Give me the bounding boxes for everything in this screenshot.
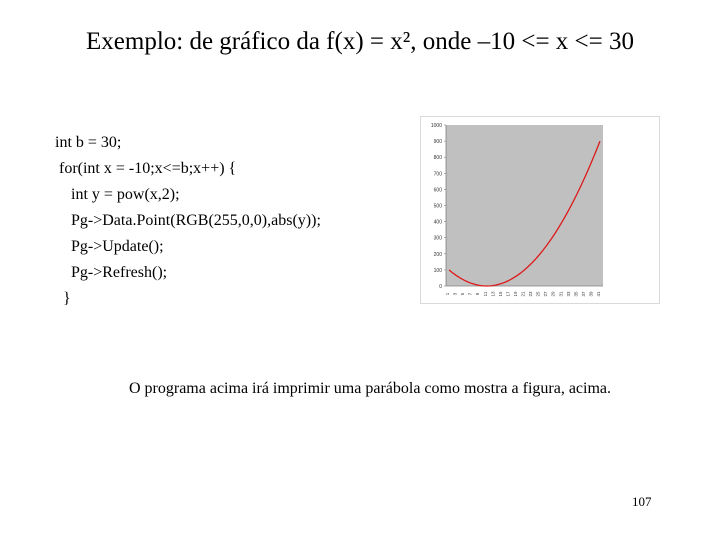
y-tick-label: 200 [433,251,442,258]
x-tick-label: 25 [535,291,541,297]
x-tick-label: 7 [467,292,473,296]
code-line: int b = 30; [55,134,122,151]
x-tick-label: 31 [558,291,564,297]
y-tick-label: 0 [439,284,442,290]
x-tick-label: 5 [460,292,466,296]
x-tick-label: 1 [445,292,450,296]
x-tick-label: 29 [550,291,556,297]
y-tick-label: 700 [433,171,442,178]
x-tick-label: 3 [452,292,458,296]
code-line: } [55,290,71,307]
parabola-chart [420,116,660,304]
x-tick-label: 35 [573,291,579,297]
code-line: Pg->Data.Point(RGB(255,0,0),abs(y)); [55,212,321,229]
code-line: for(int x = -10;x<=b;x++) { [55,160,237,177]
x-tick-label: 17 [505,291,511,297]
y-tick-label: 300 [433,235,442,242]
x-tick-label: 37 [580,291,586,297]
code-block [55,130,321,312]
x-tick-label: 11 [482,291,488,297]
x-tick-label: 15 [497,291,503,297]
x-tick-label: 39 [588,291,594,297]
x-tick-label: 13 [490,291,496,297]
y-tick-label: 400 [433,219,442,226]
plot-area [446,125,603,286]
y-tick-label: 500 [433,203,442,210]
code-line: Pg->Refresh(); [55,264,168,281]
slide-title: Exemplo: de gráfico da f(x) = x², onde –10 <= x <= 30 [86,28,634,55]
y-tick-label: 1000 [430,123,442,129]
y-tick-label: 100 [433,267,442,274]
x-tick-label: 21 [520,291,526,297]
code-line: int y = pow(x,2); [55,186,180,203]
y-tick-label: 800 [433,155,442,162]
page-number: 107 [632,494,652,509]
y-tick-label: 600 [433,187,442,194]
y-tick-label: 900 [433,139,442,146]
caption-text: O programa acima irá imprimir uma parábola como mostra a figura, acima. [128,380,612,397]
code-line: Pg->Update(); [55,238,164,255]
x-tick-label: 41 [596,291,601,297]
x-tick-label: 23 [528,291,534,297]
x-tick-label: 19 [512,291,518,297]
x-tick-label: 33 [565,291,571,297]
x-tick-label: 27 [543,291,549,297]
x-tick-label: 9 [475,292,481,296]
